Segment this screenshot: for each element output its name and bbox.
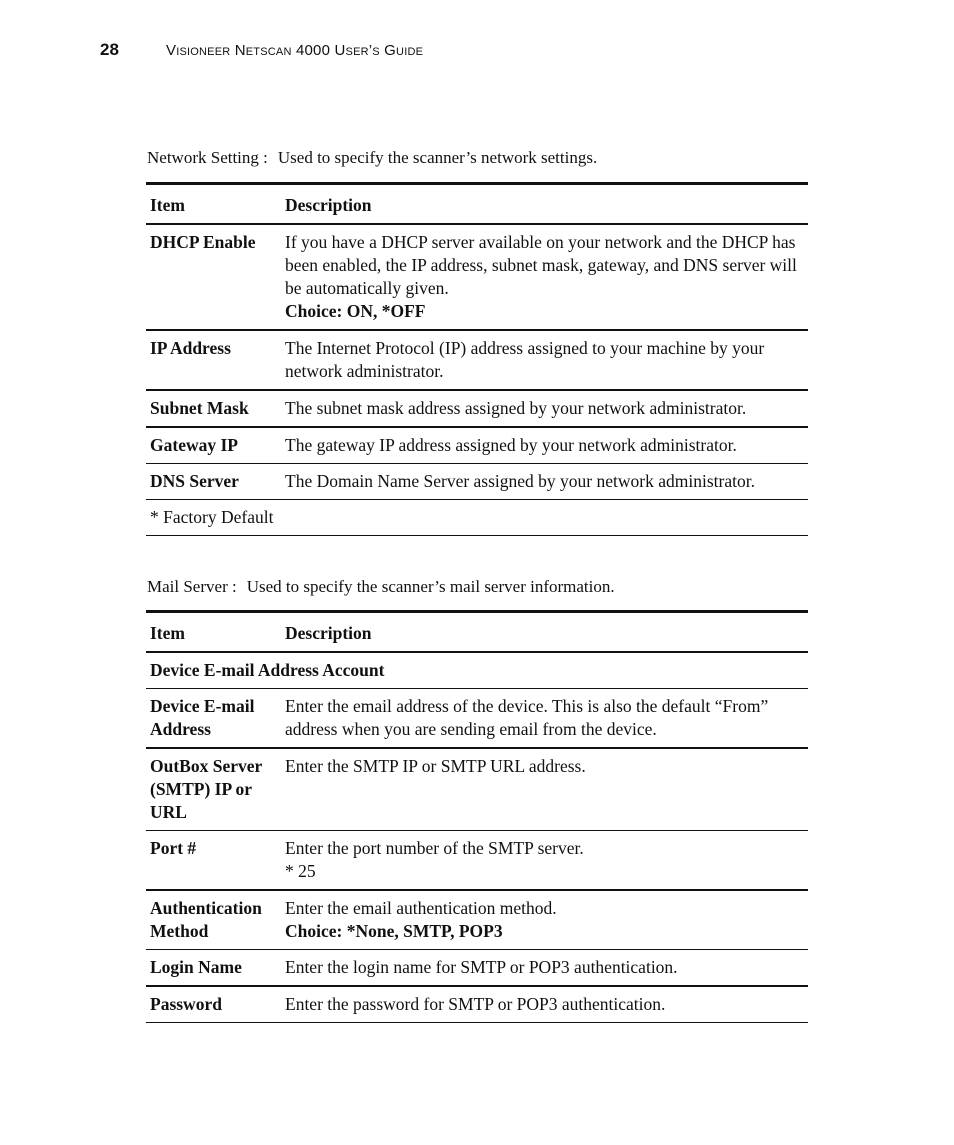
description-text: Enter the port number of the SMTP server.: [285, 838, 584, 858]
mail-server-table: [146, 610, 808, 1023]
table-header-row: [146, 612, 808, 653]
running-header: [100, 40, 423, 64]
description-text: Enter the email authentication method.: [285, 898, 557, 918]
running-title: Visioneer Netscan 4000 User’s Guide: [166, 42, 424, 59]
row-item: Port #: [150, 838, 197, 858]
row-description: Enter the SMTP IP or SMTP URL address.: [285, 756, 586, 776]
table-row: [146, 330, 808, 390]
table-row: [146, 224, 808, 330]
table-header-row: [146, 184, 808, 225]
row-item: DNS Server: [150, 471, 239, 491]
table-row: [146, 950, 808, 987]
mail-server-label: Mail Server :: [147, 577, 237, 596]
row-description: The subnet mask address assigned by your network administrator.: [285, 398, 747, 418]
row-item: OutBox Server (SMTP) IP or URL: [150, 756, 262, 822]
page-number: 28: [100, 40, 119, 59]
network-setting-text: Used to specify the scanner’s network settings.: [277, 148, 598, 167]
row-item: IP Address: [150, 338, 231, 358]
column-header-description: Description: [285, 623, 372, 643]
row-item: Gateway IP: [150, 435, 238, 455]
group-heading: Device E-mail Address Account: [150, 660, 385, 680]
choice-text: Choice: ON, *OFF: [285, 301, 426, 321]
row-description: [281, 224, 808, 330]
row-description: The Internet Protocol (IP) address assigned to your machine by your network administrator.: [285, 338, 765, 381]
network-settings-table: [146, 182, 808, 536]
column-header-item: Item: [150, 623, 185, 643]
network-setting-label: Network Setting :: [147, 148, 268, 167]
row-description: [281, 890, 808, 950]
table-footnote-row: [146, 500, 808, 536]
row-description: Enter the login name for SMTP or POP3 authentication.: [285, 957, 678, 977]
mail-server-intro: [147, 577, 615, 597]
row-item: DHCP Enable: [150, 232, 256, 252]
row-item: Password: [150, 994, 222, 1014]
table-group-row: [146, 652, 808, 689]
table-row: [146, 748, 808, 831]
column-header-description: Description: [285, 195, 372, 215]
row-item: Authentication Method: [150, 898, 262, 941]
factory-default-note: * Factory Default: [150, 507, 274, 527]
row-description: The Domain Name Server assigned by your network administrator.: [285, 471, 755, 491]
row-description: [281, 831, 808, 891]
default-value-text: * 25: [285, 861, 316, 881]
row-description: Enter the password for SMTP or POP3 authentication.: [285, 994, 666, 1014]
table-row: [146, 464, 808, 500]
row-item: Login Name: [150, 957, 242, 977]
row-description: The gateway IP address assigned by your network administrator.: [285, 435, 737, 455]
table-row: [146, 390, 808, 427]
table-row: [146, 427, 808, 464]
row-item: Subnet Mask: [150, 398, 249, 418]
mail-server-text: Used to specify the scanner’s mail server information.: [246, 577, 615, 596]
table-row: [146, 831, 808, 891]
row-description: Enter the email address of the device. This is also the default “From” address when you are sending email from the device.: [285, 696, 769, 739]
table-row: [146, 890, 808, 950]
network-setting-intro: [147, 148, 597, 168]
choice-text: Choice: *None, SMTP, POP3: [285, 921, 503, 941]
row-item: Device E-mail Address: [150, 696, 255, 739]
description-text: If you have a DHCP server available on your network and the DHCP has been enabled, the IP address, subnet mask, gateway, and DNS server will be automatically given.: [285, 232, 797, 298]
table-row: [146, 689, 808, 749]
table-row: [146, 986, 808, 1023]
column-header-item: Item: [150, 195, 185, 215]
